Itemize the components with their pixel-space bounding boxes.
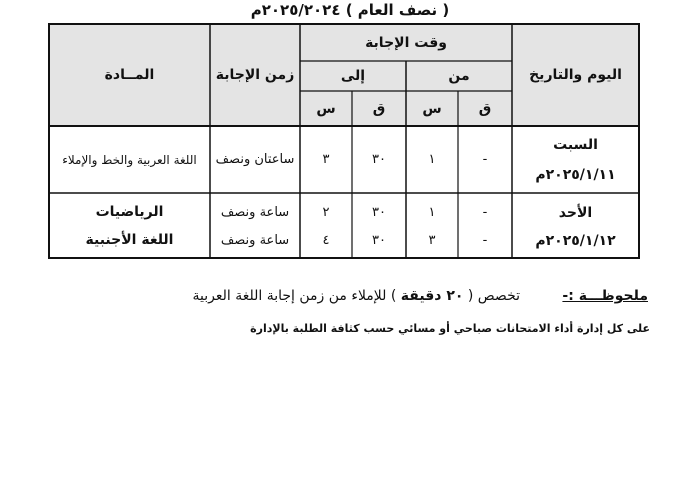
subject-value: اللغة العربية والخط والإملاء — [62, 152, 197, 167]
note-text-bold: ٢٠ دقيقة — [400, 288, 464, 304]
from-minutes-value: - — [482, 152, 488, 167]
header-from-hours: س — [422, 100, 442, 117]
subject-value: اللغة الأجنبية — [85, 232, 174, 248]
row-day: الأحد — [558, 205, 593, 221]
instruction-text: على كل إدارة أداء الامتحانات صباحي أو مسائي حسب كثافة الطلبة بالإدارة — [250, 322, 650, 335]
from-hours-value: ٣ — [428, 232, 436, 248]
from-hours-value: ١ — [428, 152, 436, 167]
to-hours-value: ٢ — [322, 204, 330, 220]
from-minutes-value: - — [482, 204, 488, 220]
header-subject: المــادة — [104, 67, 155, 83]
duration-value: ساعة ونصف — [220, 232, 290, 248]
note-text-prefix: تخصص ( — [467, 288, 520, 304]
duration-value: ساعة ونصف — [220, 204, 290, 220]
row-date: ٢٠٢٥/١/١٢م — [535, 233, 616, 249]
note-text — [100, 288, 520, 304]
row-day: السبت — [553, 137, 598, 153]
exam-schedule-table — [48, 23, 640, 259]
to-hours-value: ٤ — [322, 232, 330, 248]
duration-value: ساعتان ونصف — [215, 152, 295, 167]
from-minutes-value: - — [482, 232, 488, 248]
header-to-minutes: ق — [372, 100, 386, 117]
header-duration: زمن الإجابة — [215, 67, 295, 83]
header-to-hours: س — [316, 100, 336, 117]
to-minutes-value: ٣٠ — [372, 204, 386, 220]
to-minutes-value: ٣٠ — [372, 232, 386, 248]
header-from-minutes: ق — [478, 100, 492, 117]
row-date: ٢٠٢٥/١/١١م — [535, 167, 616, 183]
to-minutes-value: ٣٠ — [372, 152, 386, 167]
note-text-suffix: ) للإملاء من زمن إجابة اللغة العربية — [192, 288, 397, 304]
from-hours-value: ١ — [428, 204, 436, 220]
subject-value: الرياضيات — [95, 204, 164, 220]
header-answer-time: وقت الإجابة — [365, 34, 447, 51]
header-day-date: اليوم والتاريخ — [529, 67, 622, 83]
document-title: ( نصف العام ) ٢٠٢٥/٢٠٢٤م — [250, 1, 450, 19]
header-from: من — [448, 68, 470, 84]
note-label: ملحوظـــة :- — [562, 288, 648, 304]
to-hours-value: ٣ — [322, 152, 330, 167]
header-to: إلى — [340, 68, 366, 84]
